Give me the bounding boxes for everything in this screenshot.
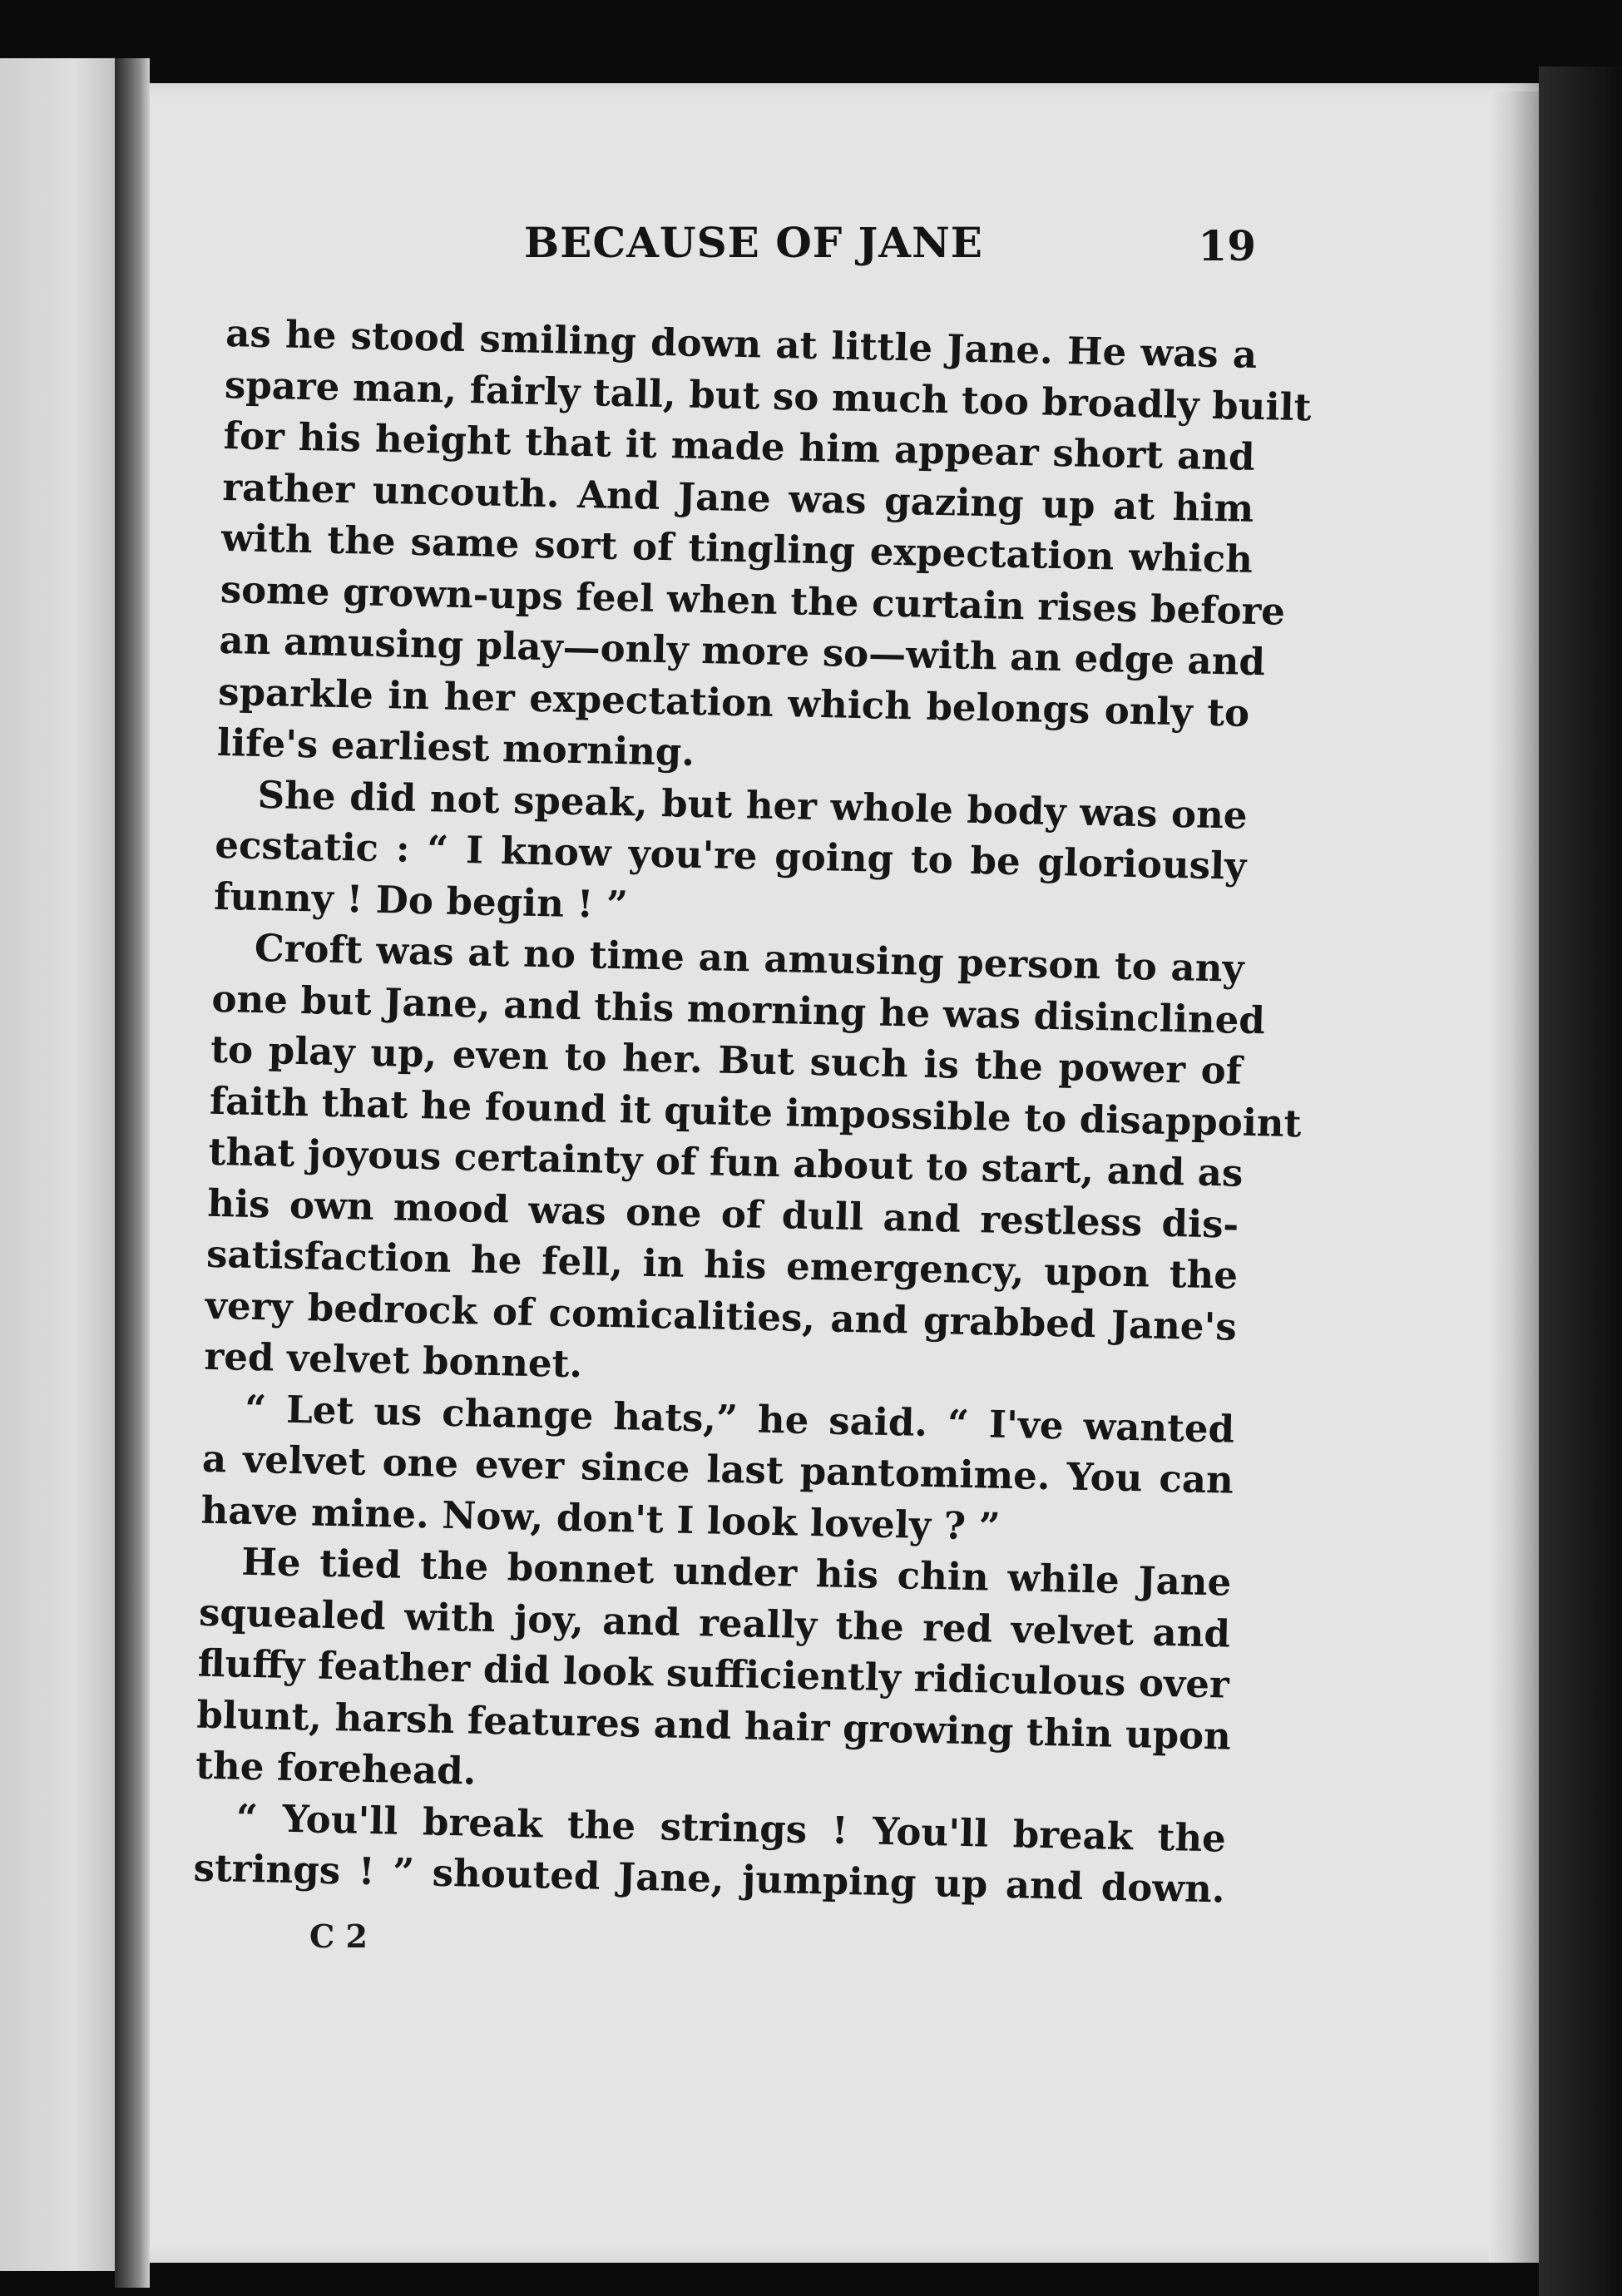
text-line: Croft was at no time an amusing person to any bbox=[254, 925, 1245, 991]
text-line: ecstatic : “ I know you're going to be gloriously bbox=[214, 822, 1247, 888]
text-line: “ Let us change hats,” he said. “ I've wanted bbox=[244, 1386, 1235, 1452]
text-line: satisfaction he fell, in his emergency, upon the bbox=[205, 1231, 1239, 1298]
text-line: “ You'll break the strings ! You'll break the bbox=[235, 1795, 1227, 1861]
text-line: the forehead. bbox=[195, 1743, 477, 1794]
printer-signature-mark: C 2 bbox=[309, 1917, 368, 1955]
text-line: for his height that it made him appear short and bbox=[223, 413, 1256, 479]
text-line: that joyous certainty of fun about to start, and as bbox=[208, 1129, 1244, 1195]
page-edge-shadow bbox=[1489, 92, 1539, 2263]
text-line: He tied the bonnet under his chin while Jane bbox=[240, 1539, 1232, 1605]
text-line: faith that he found it quite impossible to disappoint bbox=[209, 1078, 1302, 1146]
body-text bbox=[193, 308, 1312, 1915]
text-line: with the same sort of tingling expectation which bbox=[220, 515, 1254, 581]
text-line: spare man, fairly tall, but so much too broadly built bbox=[224, 362, 1312, 429]
text-line: squealed with joy, and really the red velvet and bbox=[198, 1590, 1231, 1656]
text-line: one but Jane, and this morning he was disinclined bbox=[211, 976, 1266, 1042]
text-line: rather uncouth. And Jane was gazing up at him bbox=[221, 464, 1254, 531]
text-line: blunt, harsh features and hair growing thin upon bbox=[196, 1692, 1232, 1759]
text-line: red velvet bonnet. bbox=[204, 1334, 583, 1387]
text-line: fluffy feather did look sufficiently ridiculous over bbox=[197, 1640, 1230, 1707]
text-line: She did not speak, but her whole body was one bbox=[257, 772, 1249, 838]
text-line: some grown-ups feel when the curtain rises before bbox=[220, 567, 1286, 634]
text-line: as he stood smiling down at little Jane. He was a bbox=[225, 310, 1258, 377]
text-line: strings ! ” shouted Jane, jumping up and down. bbox=[193, 1845, 1226, 1912]
page-header bbox=[250, 208, 1256, 283]
book-cover-edge bbox=[1539, 67, 1622, 2296]
text-line: life's earliest morning. bbox=[216, 720, 695, 774]
text-line: funny ! Do begin ! ” bbox=[213, 873, 629, 927]
page-number: 19 bbox=[1198, 221, 1256, 270]
running-head: BECAUSE OF JANE bbox=[524, 218, 983, 267]
text-line: an amusing play—only more so—with an edge and bbox=[219, 617, 1266, 685]
text-line: a velvet one ever since last pantomime. You can bbox=[201, 1436, 1234, 1502]
text-line: to play up, even to her. But such is the power of bbox=[210, 1027, 1243, 1093]
text-line: very bedrock of comicalities, and grabbed Jane's bbox=[205, 1283, 1238, 1349]
text-line: sparkle in her expectation which belongs only to bbox=[217, 669, 1250, 735]
text-line: have mine. Now, don't I look lovely ? ” bbox=[200, 1487, 1001, 1549]
text-line: his own mood was one of dull and restless dis- bbox=[206, 1180, 1239, 1247]
book-gutter bbox=[115, 58, 150, 2288]
facing-page-edge bbox=[0, 58, 125, 2271]
